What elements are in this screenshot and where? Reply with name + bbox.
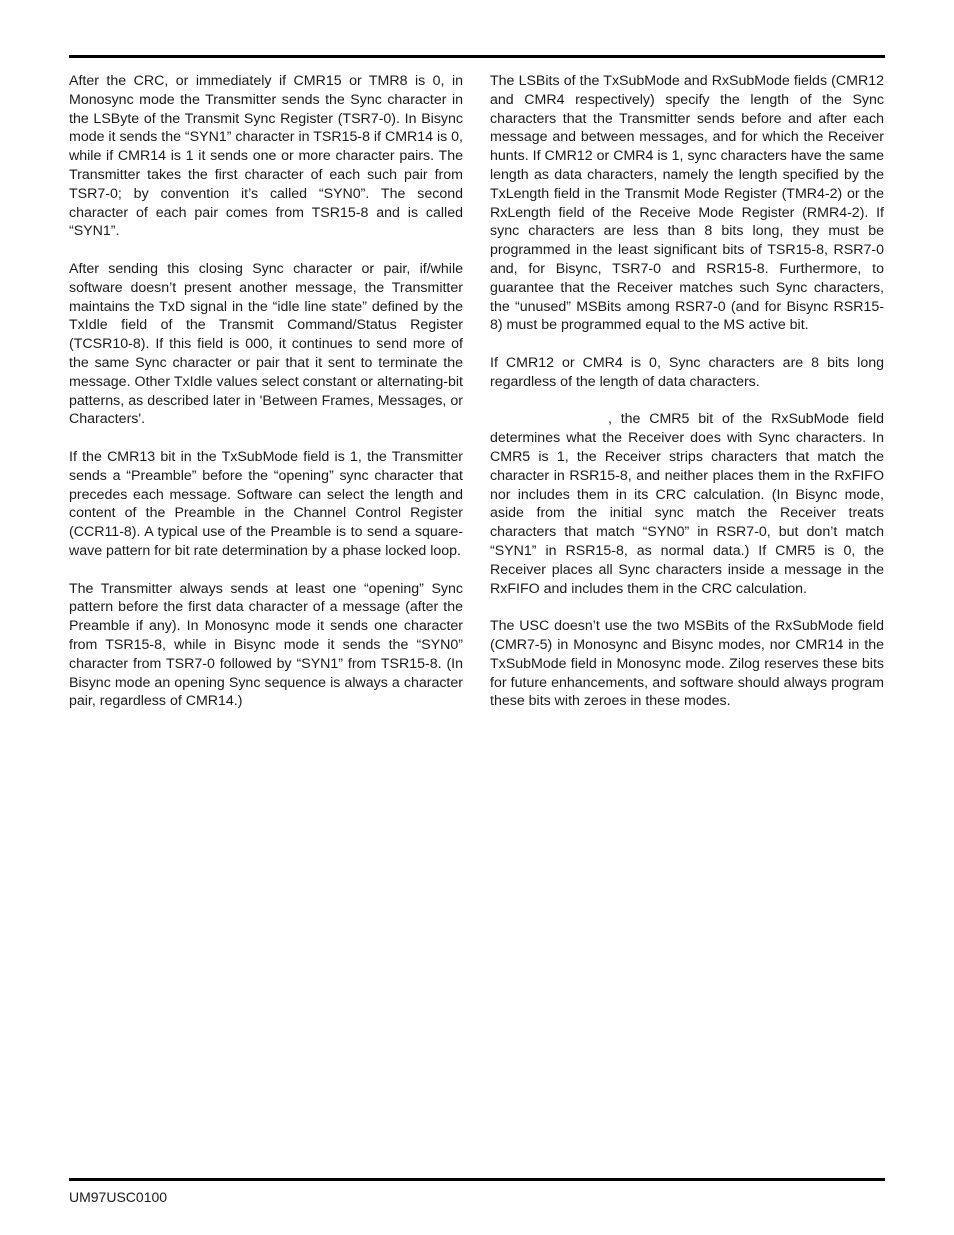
paragraph: After sending this closing Sync character or pair, if/while software doesn’t present another message, the Transmitter maintains the TxD signal in the “idle line state” defined by the TxIdle field of the Transmit Command/Status Register (TCSR10-8). If this field is 000, it continues to send more of the same Sync character or pair that it sent to terminate the message. Other TxIdle values select constant or alternating-bit patterns, as described later in 'Between Frames, Messages, or Characters'.: [69, 260, 463, 428]
paragraph-with-gap: [490, 410, 884, 598]
left-column: [69, 72, 463, 711]
paragraph: If the CMR13 bit in the TxSubMode field is 1, the Transmitter sends a “Preamble” before the “opening” sync character that precedes each message. Software can select the length and content of the Preamble in the Channel Control Register (CCR11-8). A typical use of the Preamble is to send a square-wave pattern for bit rate determination by a phase locked loop.: [69, 448, 463, 559]
right-column: [490, 72, 884, 711]
header-rule: [69, 55, 885, 58]
paragraph: The LSBits of the TxSubMode and RxSubMode fields (CMR12 and CMR4 respectively) specify the length of the Sync characters that the Transmitter sends before and after each message and between messages, and for which the Receiver hunts. If CMR12 or CMR4 is 1, sync characters have the same length as data characters, namely the length specified by the TxLength field in the Transmit Mode Register (TMR4-2) or the RxLength field of the Receive Mode Register (RMR4-2). If sync characters are less than 8 bits long, they must be programmed in the least significant bits of TSR15-8, RSR7-0 and, for Bisync, TSR7-0 and RSR15-8. Furthermore, to guarantee that the Receiver matches such Sync characters, the “unused” MSBits among RSR7-0 (and for Bisync RSR15-8) must be programmed equal to the MS active bit.: [490, 73, 884, 334]
document-id: UM97USC0100: [69, 1189, 168, 1205]
paragraph: The Transmitter always sends at least one “opening” Sync pattern before the first data character of a message (after the Preamble if any). In Monosync mode it sends one character from TSR15-8, while in Bisync mode it sends the “SYN0” character from TSR7-0 followed by “SYN1” from TSR15-8. (In Bisync mode an opening Sync sequence is always a character pair, regardless of CMR14.): [69, 580, 463, 710]
paragraph: The USC doesn’t use the two MSBits of the RxSubMode field (CMR7-5) in Monosync and Bisync modes, nor CMR14 in the TxSubMode field in Monosync mode. Zilog reserves these bits for future enhancements, and software should always program these bits with zeroes in these modes.: [490, 618, 884, 710]
paragraph-text: , the CMR5 bit of the RxSubMode field determines what the Receiver does with Sync characters. In CMR5 is 1, the Receiver strips characters that match the character in RSR15-8, and neither places them in the RxFIFO nor includes them in its CRC calculation. (In Bisync mode, aside from the initial sync match the Receiver treats characters that match “SYN0” in RSR7-0, but don’t match “SYN1” in RSR15-8, as normal data.) If CMR5 is 0, the Receiver places all Sync characters inside a message in the RxFIFO and includes them in the CRC calculation.: [490, 411, 884, 597]
paragraph: After the CRC, or immediately if CMR15 or TMR8 is 0, in Monosync mode the Transmitter sends the Sync character in the LSByte of the Transmit Sync Register (TSR7-0). In Bisync mode it sends the “SYN1” character in TSR15-8 if CMR14 is 0, while if CMR14 is 1 it sends one or more character pairs. The Transmitter takes the first character of each such pair from TSR7-0; by convention it’s called “SYN0”. The second character of each pair comes from TSR15-8 and is called “SYN1”.: [69, 73, 463, 240]
footer-rule: [69, 1178, 885, 1181]
paragraph: If CMR12 or CMR4 is 0, Sync characters are 8 bits long regardless of the length of data characters.: [490, 354, 884, 390]
